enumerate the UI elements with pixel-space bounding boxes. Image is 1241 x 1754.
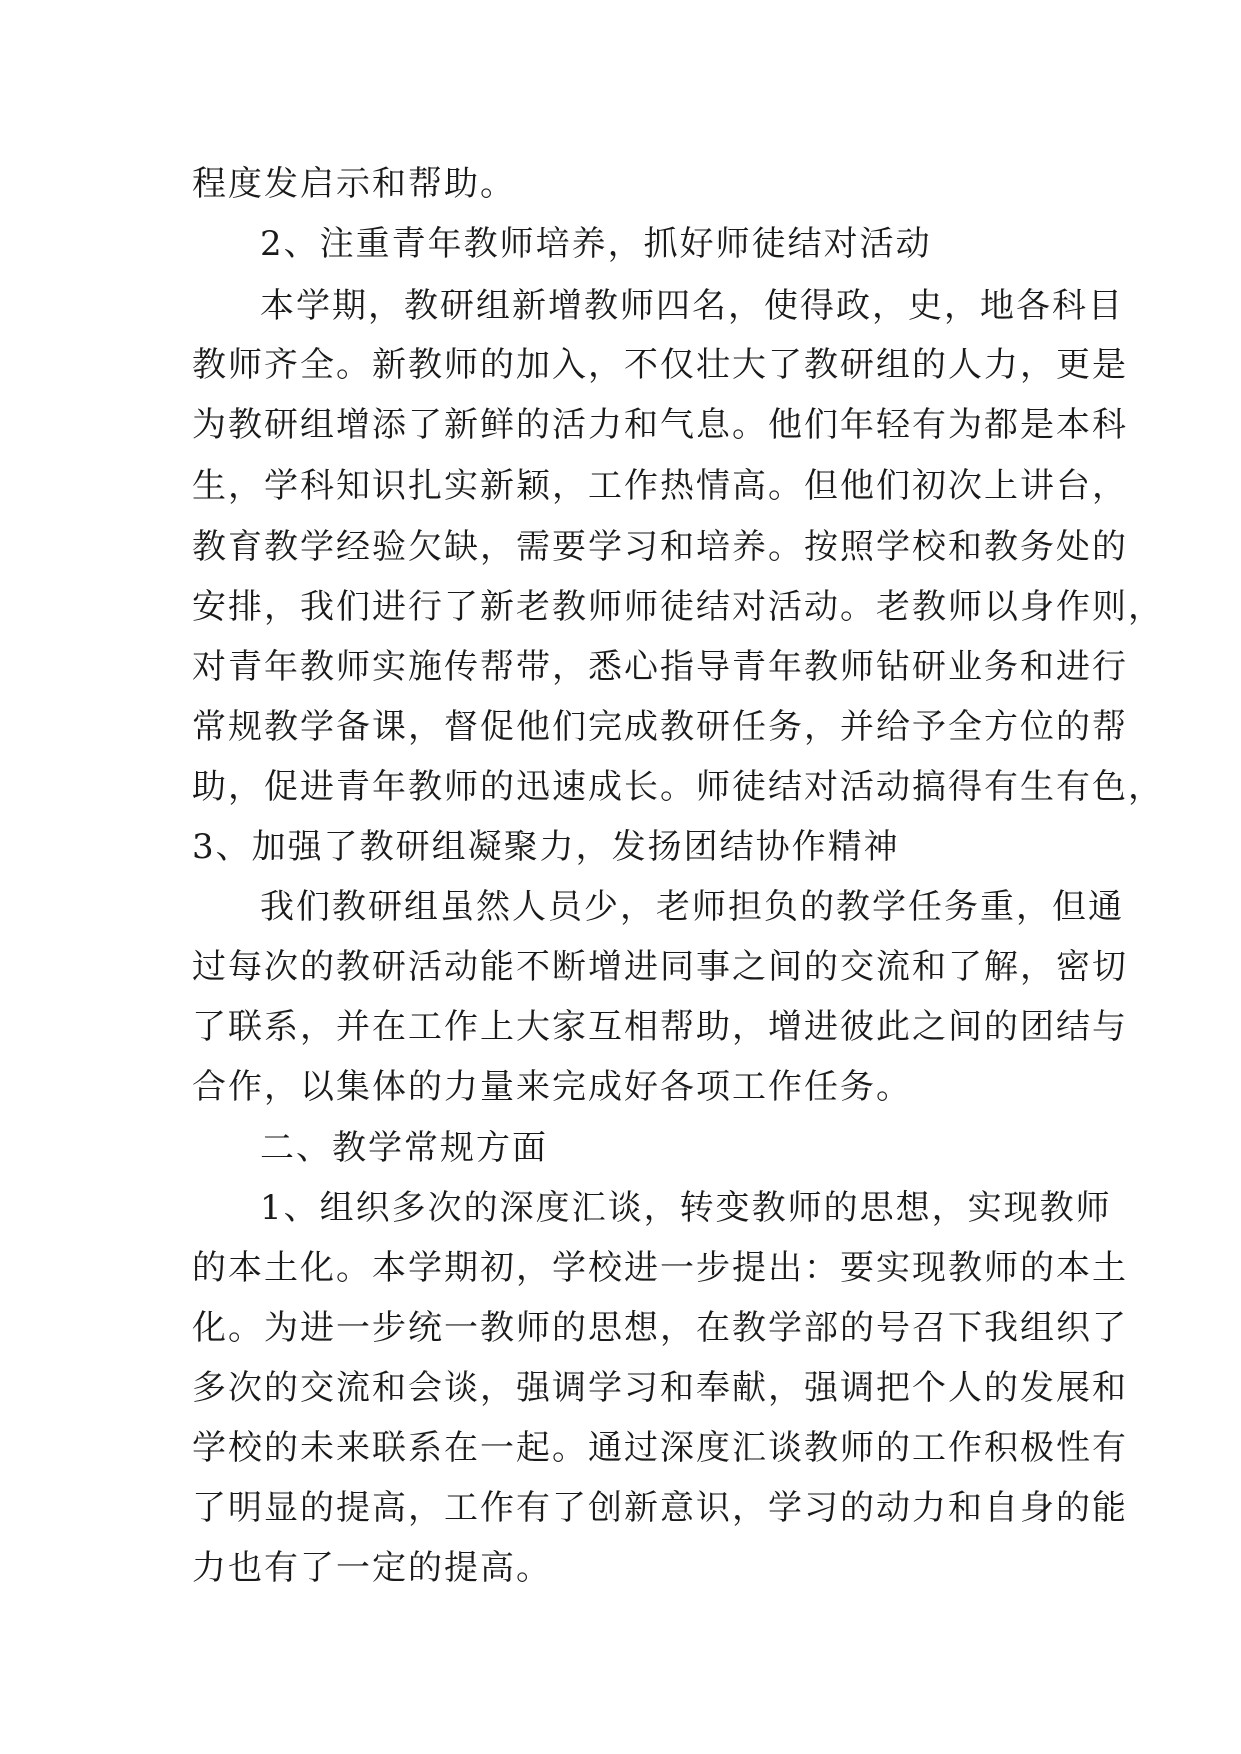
section-heading: 3、加强了教研组凝聚力，发扬团结协作精神 — [192, 827, 900, 867]
paragraph-line: 我们教研组虽然人员少，老师担负的教学任务重，但通 — [260, 887, 1124, 927]
section-heading: 2、注重青年教师培养，抓好师徒结对活动 — [260, 224, 932, 264]
paragraph-line: 多次的交流和会谈，强调学习和奉献，强调把个人的发展和 — [192, 1368, 1128, 1408]
paragraph-line: 力也有了一定的提高。 — [192, 1548, 552, 1588]
paragraph-line: 1、组织多次的深度汇谈，转变教师的思想，实现教师 — [260, 1188, 1112, 1228]
paragraph-line: 为教研组增添了新鲜的活力和气息。他们年轻有为都是本科 — [192, 405, 1128, 445]
paragraph-line: 了明显的提高，工作有了创新意识，学习的动力和自身的能 — [192, 1488, 1128, 1528]
paragraph-line: 学校的未来联系在一起。通过深度汇谈教师的工作积极性有 — [192, 1428, 1128, 1468]
paragraph-line: 过每次的教研活动能不断增进同事之间的交流和了解，密切 — [192, 947, 1128, 987]
paragraph-line: 了联系，并在工作上大家互相帮助，增进彼此之间的团结与 — [192, 1007, 1128, 1047]
paragraph-line: 助，促进青年教师的迅速成长。师徒结对活动搞得有生有色， — [192, 767, 1164, 807]
paragraph-line: 的本土化。本学期初，学校进一步提出：要实现教师的本土 — [192, 1248, 1128, 1288]
paragraph-line: 常规教学备课，督促他们完成教研任务，并给予全方位的帮 — [192, 707, 1128, 747]
paragraph-line: 教师齐全。新教师的加入，不仅壮大了教研组的人力，更是 — [192, 345, 1128, 385]
paragraph-line: 教育教学经验欠缺，需要学习和培养。按照学校和教务处的 — [192, 527, 1128, 567]
section-heading: 二、教学常规方面 — [260, 1128, 548, 1168]
paragraph-line: 安排，我们进行了新老教师师徒结对活动。老教师以身作则， — [192, 587, 1164, 627]
paragraph-line: 化。为进一步统一教师的思想，在教学部的号召下我组织了 — [192, 1308, 1128, 1348]
paragraph-line: 生，学科知识扎实新颖，工作热情高。但他们初次上讲台， — [192, 466, 1128, 506]
paragraph-line: 本学期，教研组新增教师四名，使得政，史，地各科目 — [260, 286, 1124, 326]
paragraph-line: 对青年教师实施传帮带，悉心指导青年教师钻研业务和进行 — [192, 647, 1128, 687]
paragraph-line: 合作，以集体的力量来完成好各项工作任务。 — [192, 1067, 912, 1107]
paragraph-line: 程度发启示和帮助。 — [192, 164, 516, 204]
